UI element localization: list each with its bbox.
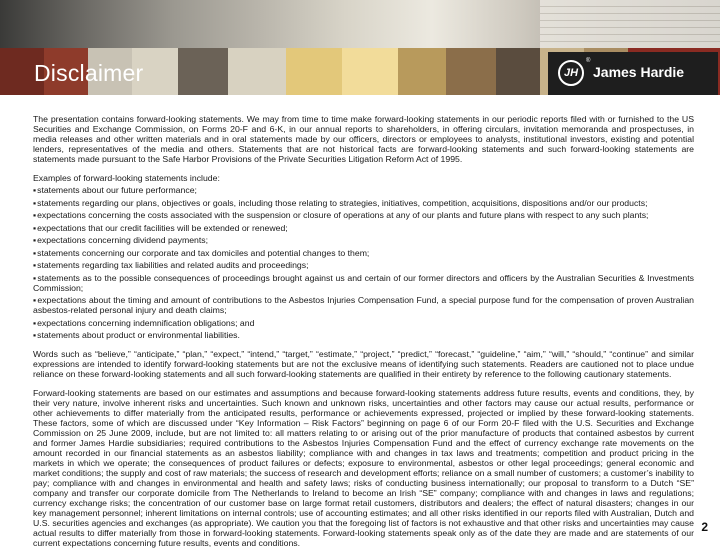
list-item: ▪ statements concerning our corporate and tax domiciles and potential changes to them; xyxy=(33,248,694,258)
color-swatch xyxy=(398,48,446,95)
disclaimer-body xyxy=(33,114,694,557)
company-logo xyxy=(548,52,718,95)
intro-paragraph: The presentation contains forward-looking statements. We may from time to time make forward-looking statements in our periodic reports filed with or furnished to the US Securities and Exchange Commission, on Forms 20-F and 6-K, in our annual reports to shareholders, in offering circulars, invitation memoranda and prospectuses, in media releases and other written materials and in oral statements made by our officers, directors or employees to analysts, institutional investors, existing and potential lenders, representatives of the media and others. Statements that are not historical facts are forward-looking statements and such forward-looking statements are statements made pursuant to the Safe Harbor Provisions of the Private Securities Litigation Reform Act of 1995. xyxy=(33,114,694,164)
examples-list xyxy=(33,185,694,340)
words-paragraph: Words such as “believe,” “anticipate,” “plan,” “expect,” “intend,” “target,” “estimate,” “project,” “predict,” “forecast,” “guideline,” “aim,” “will,” “should,” “continue” and similar expressions are intended to identify forward-looking statements but are not the exclusive means of identifying such statements. Readers are cautioned not to place undue reliance on these forward-looking statements and all such forward-looking statements are qualified in their entirety by reference to the following cautionary statements. xyxy=(33,349,694,379)
color-swatch xyxy=(228,48,286,95)
list-item: ▪ expectations concerning the costs associated with the suspension or closure of operations at any of our plants and future plans with respect to any such plants; xyxy=(33,210,694,220)
color-swatch xyxy=(342,48,398,95)
list-item: ▪ statements regarding tax liabilities and related audits and proceedings; xyxy=(33,260,694,270)
page-number: 2 xyxy=(701,520,708,534)
page-title: Disclaimer xyxy=(34,60,144,86)
color-swatch xyxy=(286,48,342,95)
logo-registered-mark: ® xyxy=(586,58,591,64)
list-item: ▪ expectations concerning dividend payments; xyxy=(33,235,694,245)
header-banner xyxy=(0,0,720,95)
list-item: ▪ statements about product or environmental liabilities. xyxy=(33,330,694,340)
list-item: ▪ statements about our future performance; xyxy=(33,185,694,195)
logo-brand-name: James Hardie xyxy=(593,64,685,80)
list-item: ▪ statements as to the possible consequences of proceedings brought against us and certain of our former directors and officers by the Australian Securities & Investments Commission; xyxy=(33,273,694,293)
list-item: ▪ expectations that our credit facilities will be extended or renewed; xyxy=(33,223,694,233)
siding-photo xyxy=(540,0,720,48)
risk-factors-paragraph: Forward-looking statements are based on our estimates and assumptions and because forward-looking statements address future results, events and conditions, they, by their very nature, involve inherent risks and uncertainties. Such known and unknown risks, uncertainties and other factors may cause our actual results, performance or other achievements to differ materially from the anticipated results, performance or achievements expressed, projected or implied by these forward-looking statements. These factors, some of which are discussed under “Key Information – Risk Factors” beginning on page 6 of our Form 20-F filed with the U.S. Securities and Exchange Commission on 25 June 2009, include, but are not limited to: all matters relating to or arising out of the prior manufacture of products that contained asbestos by current and former James Hardie subsidiaries; required contributions to the Asbestos Injuries Compensation Fund and the effect of currency exchange rate movements on the amount recorded in our financial statements as an asbestos liability; compliance with and changes in tax laws and treatments; competition and product pricing in the markets in which we operate; the consequences of product failures or defects; exposure to environmental, asbestos or other legal proceedings; general economic and market conditions; the supply and cost of raw materials; the success of research and development efforts; reliance on a small number of customers; a customer’s inability to pay; compliance with and changes in environmental and health and safety laws; risks of conducting business internationally; our proposal to transform to a Dutch “SE” company and transfer our corporate domicile from The Netherlands to Ireland to become an Irish “SE” company; compliance with and changes in laws and regulations; currency exchange risks; the concentration of our customer base on large format retail customers, distributors and dealers; the effect of natural disasters; changes in our key management personnel; inherent limitations on internal controls; use of accounting estimates; and all other risks identified in our reports filed with Australian, Dutch and U.S. securities agencies and exchanges (as appropriate). We caution you that the foregoing list of factors is not exhaustive and that other risks and uncertainties may cause actual results to differ materially from those in forward-looking statements. Forward-looking statements speak only as of the date they are made and are statements of our current expectations concerning future results, events and conditions. xyxy=(33,388,694,548)
list-item: ▪ statements regarding our plans, objectives or goals, including those relating to strategies, initiatives, competition, acquisitions, dispositions and/or our products; xyxy=(33,198,694,208)
color-swatch xyxy=(446,48,496,95)
color-swatch xyxy=(178,48,228,95)
examples-intro: Examples of forward-looking statements include: xyxy=(33,173,220,183)
logo-monogram-icon: JH xyxy=(558,60,584,86)
list-item: ▪ expectations about the timing and amount of contributions to the Asbestos Injuries Compensation Fund, a special purpose fund for the compensation of proven Australian asbestos-related personal injury and death claims; xyxy=(33,295,694,315)
list-item: ▪ expectations concerning indemnification obligations; and xyxy=(33,318,694,328)
color-swatch xyxy=(496,48,540,95)
